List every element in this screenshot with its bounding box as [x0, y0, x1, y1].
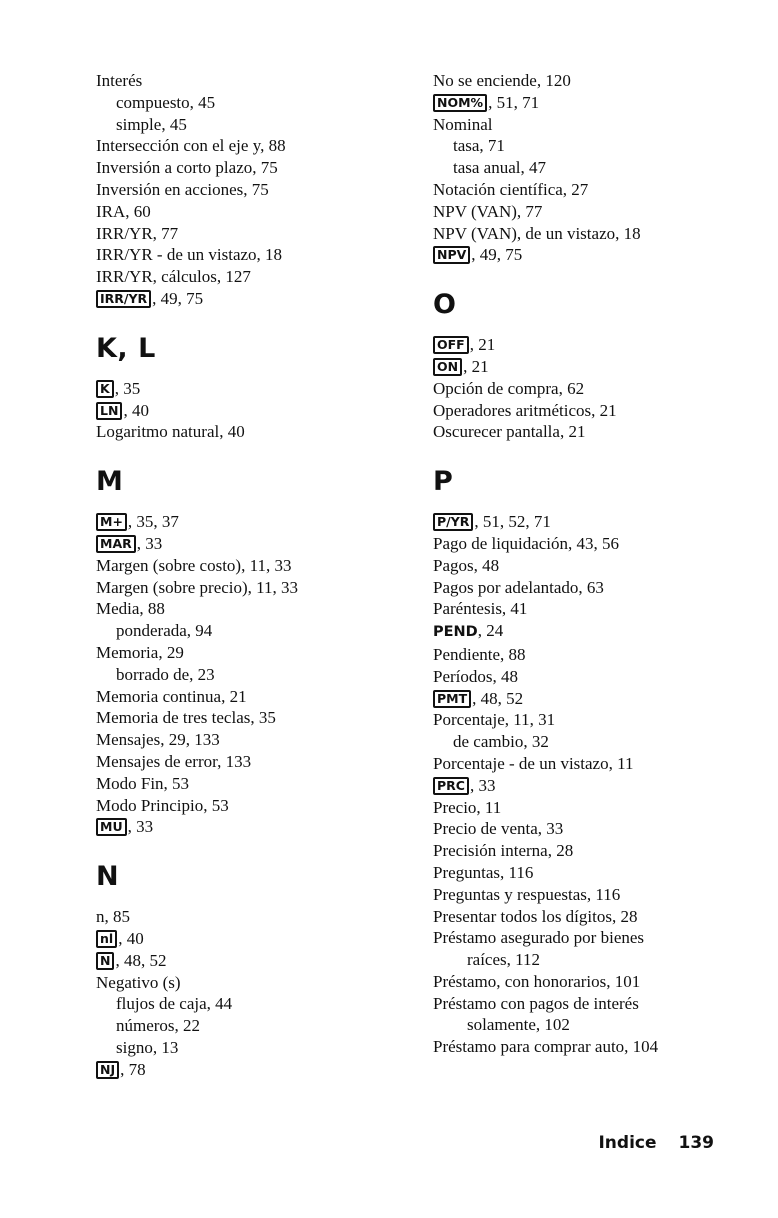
index-subentry [96, 993, 416, 1015]
calculator-key-label: K [96, 380, 114, 398]
calculator-key-label: NPV [433, 246, 470, 264]
entry-text: , 33 [136, 533, 163, 553]
index-entry [433, 598, 753, 620]
calculator-key-label: IRR/YR [96, 290, 151, 308]
entry-text: Porcentaje, 11, 31 [433, 710, 556, 730]
calculator-key-label: LN [96, 402, 122, 420]
index-entry [433, 577, 753, 599]
index-entry [433, 884, 753, 906]
entry-text: tasa anual, 47 [453, 158, 546, 178]
calculator-key-label: M+ [96, 513, 127, 531]
entry-text: , 78 [120, 1059, 146, 1079]
index-entry [433, 971, 753, 993]
index-subentry [96, 114, 416, 136]
index-subentry [433, 135, 753, 157]
calculator-key-label: PMT [433, 690, 471, 708]
entry-text: , 40 [118, 928, 144, 948]
entry-text: Precio de venta, 33 [433, 819, 564, 839]
index-entry [96, 179, 416, 201]
entry-text: , 49, 75 [471, 245, 523, 265]
index-entry [433, 421, 753, 443]
index-entry [433, 753, 753, 775]
index-entry [433, 906, 753, 928]
entry-text: Negativo (s) [96, 972, 181, 992]
index-entry [96, 751, 416, 773]
index-entry [96, 266, 416, 288]
index-entry [96, 1059, 416, 1081]
index-entry [96, 950, 416, 972]
entry-text: , 35 [114, 378, 141, 398]
entry-text: simple, 45 [116, 114, 187, 134]
index-letter-heading: O [433, 289, 457, 321]
index-entry [96, 157, 416, 179]
index-entry [433, 334, 753, 356]
entry-text: borrado de, 23 [116, 664, 215, 684]
entry-text: Pagos, 48 [433, 555, 500, 575]
entry-text: raíces, 112 [467, 950, 541, 970]
entry-text: n, 85 [96, 907, 130, 927]
index-entry [433, 644, 753, 666]
entry-text: IRR/YR - de un vistazo, 18 [96, 245, 283, 265]
index-letter-heading: K, L [96, 332, 156, 364]
entry-text: números, 22 [116, 1016, 201, 1036]
entry-text: , 21 [469, 335, 496, 355]
index-entry [433, 511, 753, 533]
entry-text: Memoria continua, 21 [96, 686, 247, 706]
entry-text: Operadores aritméticos, 21 [433, 400, 617, 420]
index-subentry [96, 664, 416, 686]
entry-text: Modo Fin, 53 [96, 773, 190, 793]
entry-text: No se enciende, 120 [433, 71, 571, 90]
entry-text: Presentar todos los dígitos, 28 [433, 906, 638, 926]
page-footer [598, 1133, 714, 1153]
index-entry [96, 686, 416, 708]
index-entry [433, 223, 753, 245]
index-entry [96, 928, 416, 950]
entry-text: Notación científica, 27 [433, 179, 589, 199]
entry-text: IRR/YR, cálculos, 127 [96, 267, 251, 287]
calculator-key-label: N [96, 952, 114, 970]
entry-text: Media, 88 [96, 599, 165, 619]
entry-text: , 40 [123, 400, 149, 420]
entry-text: Pagos por adelantado, 63 [433, 577, 604, 597]
entry-text: , 24 [477, 621, 504, 641]
entry-text: de cambio, 32 [453, 732, 549, 752]
index-column-right [433, 70, 753, 1058]
display-annunciator-label: PEND [433, 624, 478, 641]
entry-text: signo, 13 [116, 1037, 179, 1057]
entry-text: , 33 [127, 817, 154, 837]
entry-text: Mensajes, 29, 133 [96, 730, 220, 750]
entry-text: NPV (VAN), 77 [433, 201, 543, 221]
entry-text: IRR/YR, 77 [96, 223, 179, 243]
entry-text: , 35, 37 [127, 512, 179, 532]
index-subentry [96, 1037, 416, 1059]
index-entry [96, 577, 416, 599]
index-subentry [96, 92, 416, 114]
entry-text: , 51, 52, 71 [474, 512, 551, 532]
index-entry [96, 795, 416, 817]
index-entry [96, 135, 416, 157]
index-entry [96, 598, 416, 620]
index-entry [433, 201, 753, 223]
entry-text: Inversión en acciones, 75 [96, 179, 269, 199]
entry-text: , 21 [463, 356, 489, 376]
entry-text: flujos de caja, 44 [116, 994, 233, 1014]
index-entry-continuation [433, 1014, 753, 1036]
index-entry [96, 816, 416, 838]
entry-text: , 48, 52 [115, 950, 167, 970]
calculator-key-label: NJ [96, 1061, 119, 1079]
entry-text: Préstamo, con honorarios, 101 [433, 971, 641, 991]
index-entry [96, 773, 416, 795]
index-entry [433, 533, 753, 555]
index-letter-heading: P [433, 466, 454, 498]
index-entry [96, 223, 416, 245]
entry-text: , 51, 71 [488, 92, 540, 112]
index-entry [96, 244, 416, 266]
index-subentry [96, 1015, 416, 1037]
calculator-key-label: MAR [96, 535, 136, 553]
entry-text: , 49, 75 [152, 288, 204, 308]
index-subentry [96, 620, 416, 642]
index-entry [96, 288, 416, 310]
index-entry [96, 421, 416, 443]
index-entry [96, 201, 416, 223]
index-entry [433, 555, 753, 577]
index-entry [433, 179, 753, 201]
index-entry [433, 840, 753, 862]
index-entry [96, 906, 416, 928]
entry-text: Préstamo asegurado por bienes [433, 928, 645, 948]
entry-text: , 33 [469, 775, 496, 795]
index-entry [96, 729, 416, 751]
entry-text: Interés [96, 71, 143, 90]
entry-text: NPV (VAN), de un vistazo, 18 [433, 223, 641, 243]
entry-text: solamente, 102 [467, 1015, 570, 1035]
index-entry [433, 92, 753, 114]
entry-text: , 48, 52 [472, 688, 524, 708]
entry-text: Oscurecer pantalla, 21 [433, 422, 586, 442]
entry-text: Intersección con el eje y, 88 [96, 136, 286, 156]
entry-text: compuesto, 45 [116, 92, 216, 112]
index-entry [433, 993, 753, 1015]
index-entry [433, 1036, 753, 1058]
index-entry [96, 972, 416, 994]
entry-text: Préstamo con pagos de interés [433, 993, 639, 1013]
entry-text: Inversión a corto plazo, 75 [96, 158, 278, 178]
index-entry [433, 378, 753, 400]
entry-text: Precisión interna, 28 [433, 841, 574, 861]
entry-text: Pago de liquidación, 43, 56 [433, 533, 620, 553]
entry-text: Pendiente, 88 [433, 644, 526, 664]
entry-text: Margen (sobre precio), 11, 33 [96, 577, 299, 597]
index-entry [433, 666, 753, 688]
entry-text: Precio, 11 [433, 797, 502, 817]
index-entry [96, 642, 416, 664]
calculator-key-label: NOM% [433, 94, 487, 112]
entry-text: tasa, 71 [453, 136, 505, 156]
index-entry [433, 797, 753, 819]
index-column-left [96, 70, 416, 1080]
index-letter-heading: M [96, 466, 124, 498]
index-entry [433, 927, 753, 949]
entry-text: Margen (sobre costo), 11, 33 [96, 555, 292, 575]
entry-text: Modo Principio, 53 [96, 795, 229, 815]
index-entry [433, 862, 753, 884]
index-entry [433, 688, 753, 710]
entry-text: Mensajes de error, 133 [96, 751, 252, 771]
index-entry-continuation [433, 949, 753, 971]
entry-text: Porcentaje - de un vistazo, 11 [433, 753, 634, 773]
index-entry [96, 378, 416, 400]
index-letter-heading: N [96, 861, 120, 893]
index-entry [433, 775, 753, 797]
entry-text: Períodos, 48 [433, 666, 518, 686]
index-entry [96, 555, 416, 577]
entry-text: Preguntas y respuestas, 116 [433, 884, 621, 904]
index-entry [433, 356, 753, 378]
index-entry [433, 70, 753, 92]
calculator-key-label: MU [96, 818, 127, 836]
calculator-key-label: OFF [433, 336, 469, 354]
page-number: 139 [678, 1133, 714, 1153]
entry-text: Memoria de tres teclas, 35 [96, 708, 276, 728]
index-entry [433, 400, 753, 422]
index-entry [433, 244, 753, 266]
calculator-key-label: P/YR [433, 513, 473, 531]
index-entry [433, 709, 753, 731]
entry-text: Memoria, 29 [96, 642, 184, 662]
entry-text: Préstamo para comprar auto, 104 [433, 1037, 659, 1057]
entry-text: Preguntas, 116 [433, 862, 534, 882]
index-entry [96, 511, 416, 533]
index-entry [433, 818, 753, 840]
entry-text: ponderada, 94 [116, 621, 213, 641]
entry-text: Logaritmo natural, 40 [96, 422, 245, 442]
index-entry [433, 114, 753, 136]
calculator-key-label: PRC [433, 777, 469, 795]
footer-section-label: Indice [598, 1133, 657, 1153]
index-subentry [433, 157, 753, 179]
index-entry [96, 400, 416, 422]
calculator-key-label: nl [96, 930, 117, 948]
entry-text: Paréntesis, 41 [433, 599, 528, 619]
index-entry [96, 70, 416, 92]
entry-text: Opción de compra, 62 [433, 378, 585, 398]
index-subentry [433, 731, 753, 753]
entry-text: Nominal [433, 114, 493, 134]
calculator-key-label: ON [433, 358, 462, 376]
entry-text: IRA, 60 [96, 201, 151, 221]
index-entry [96, 707, 416, 729]
index-entry [433, 620, 753, 644]
index-entry [96, 533, 416, 555]
